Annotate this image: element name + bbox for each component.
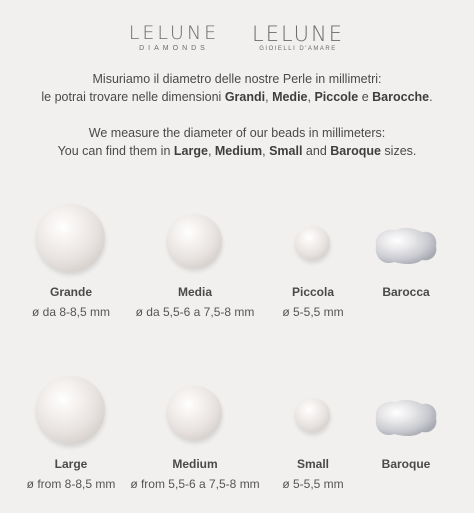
- size-small-mm: ø 5-5,5 mm: [282, 477, 344, 491]
- pearl-baroque-image: [370, 396, 442, 440]
- pearl-medium-image: [168, 386, 222, 440]
- size-media: ø da 5,5-6 a 7,5-8 mm: [135, 305, 255, 319]
- size-piccola: ø 5-5,5 mm: [282, 305, 344, 319]
- brand-logos: [0, 22, 474, 62]
- italian-description: [0, 70, 474, 106]
- label-large: Large: [54, 457, 88, 471]
- pearl-grande-image: [37, 204, 105, 272]
- pearl-barocca-image: [370, 224, 442, 268]
- label-small: Small: [296, 457, 329, 471]
- logo-subtitle: DIAMONDS: [139, 45, 209, 52]
- size-grande: ø da 8-8,5 mm: [31, 305, 111, 319]
- italian-line-1: Misuriamo il diametro delle nostre Perle in millimetri:: [92, 72, 382, 86]
- size-baroque: Baroque: [330, 144, 381, 158]
- label-medium: Medium: [172, 457, 218, 471]
- lelune-diamonds-logo: [126, 22, 222, 52]
- size-medium: Medium: [214, 144, 263, 158]
- logo-name: LELUNE: [252, 22, 344, 46]
- pearl-large-image: [37, 376, 105, 444]
- lelune-gioielli-logo: [244, 22, 352, 52]
- size-piccole: Piccole: [314, 90, 359, 104]
- logo-name: LELUNE: [128, 22, 220, 44]
- english-description: [0, 124, 474, 160]
- label-baroque: Baroque: [381, 457, 431, 471]
- size-barocche: Barocche: [372, 90, 430, 104]
- italian-line-2: le potrai trovare nelle dimensioni Grandi, Medie, Piccole e Barocche.: [41, 90, 433, 104]
- english-line-1: We measure the diameter of our beads in millimeters:: [88, 126, 386, 140]
- size-medie: Medie: [272, 90, 308, 104]
- label-grande: Grande: [49, 285, 92, 299]
- size-grandi: Grandi: [224, 90, 266, 104]
- size-large: Large: [173, 144, 208, 158]
- pearl-small-image: [296, 398, 330, 432]
- pearl-piccola-image: [296, 226, 330, 260]
- logo-subtitle: GIOIELLI D'AMARE: [259, 46, 337, 52]
- label-media: Media: [177, 285, 212, 299]
- size-small: Small: [269, 144, 303, 158]
- label-barocca: Barocca: [382, 285, 430, 299]
- size-large-mm: ø from 8-8,5 mm: [26, 477, 116, 491]
- size-medium-mm: ø from 5,5-6 a 7,5-8 mm: [130, 477, 260, 491]
- pearl-media-image: [168, 214, 222, 268]
- label-piccola: Piccola: [291, 285, 335, 299]
- english-line-2: You can find them in Large, Medium, Small and Baroque sizes.: [57, 144, 417, 158]
